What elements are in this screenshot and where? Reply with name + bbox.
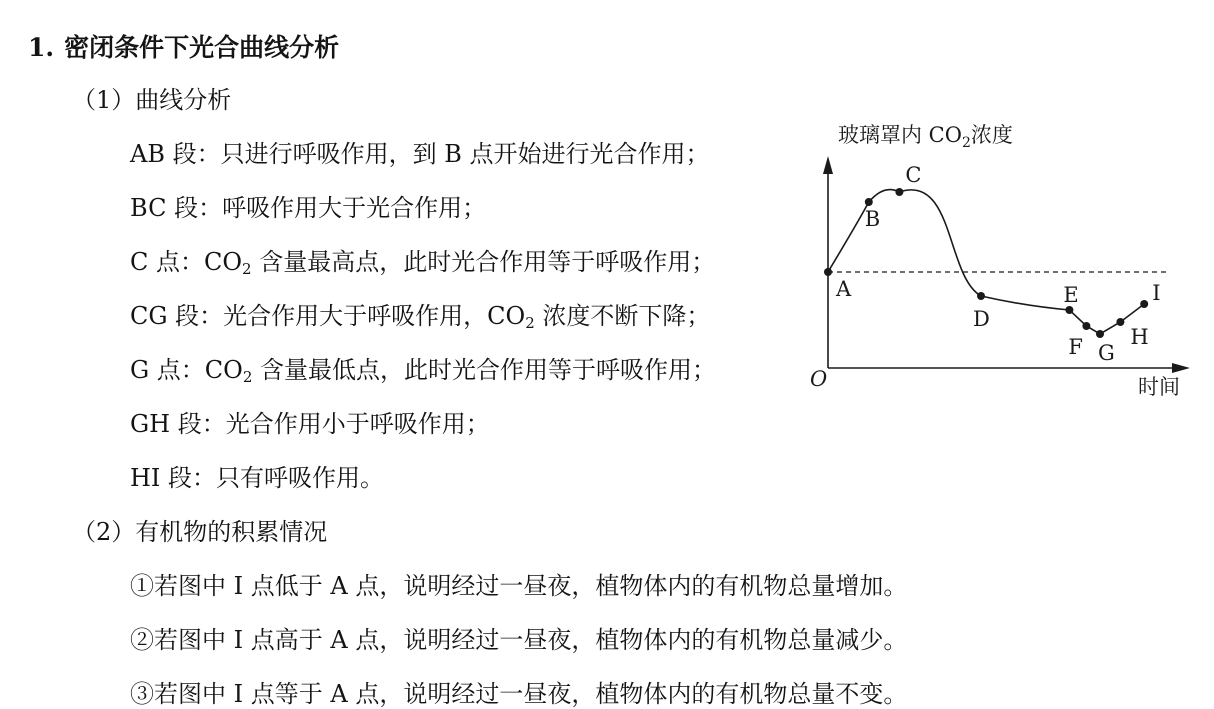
heading-number: 1.: [28, 33, 55, 62]
analysis-item-hi: [130, 458, 384, 493]
item-text: 含量最高点，此时光合作用等于呼吸作用；: [251, 248, 716, 276]
point-c: [895, 188, 903, 196]
point-g: [1096, 330, 1104, 338]
point-i: [1140, 300, 1148, 308]
y-axis-arrow-icon: [823, 156, 833, 174]
accumulation-item-2: ②若图中 I 点高于 A 点，说明经过一昼夜，植物体内的有机物总量减少。: [130, 626, 908, 654]
item-subscript: 2: [525, 314, 535, 332]
analysis-item-bc: [130, 188, 486, 223]
point-label-a: A: [836, 277, 852, 301]
analysis-item-cg: [130, 296, 710, 331]
accumulation-item-1: ①若图中 I 点低于 A 点，说明经过一昼夜，植物体内的有机物总量增加。: [130, 572, 908, 600]
item-text: HI 段：只有呼吸作用。: [130, 464, 385, 492]
x-axis-title: 时间: [1138, 375, 1180, 399]
heading: [28, 28, 339, 64]
item-text: C 点：CO: [130, 248, 243, 276]
item-text: AB 段：只进行呼吸作用，到 B 点开始进行光合作用；: [130, 140, 710, 168]
heading-title: 密闭条件下光合曲线分析: [64, 33, 340, 62]
analysis-item-gh: [130, 404, 490, 439]
point-label-g: G: [1098, 341, 1115, 365]
co2-curve-chart: [808, 118, 1198, 408]
analysis-item-ab: [130, 134, 710, 169]
point-label-i: I: [1152, 281, 1161, 305]
point-h: [1116, 318, 1124, 326]
item-subscript: 2: [242, 260, 252, 278]
point-d: [977, 292, 985, 300]
item-subscript: 2: [242, 368, 253, 386]
section1-title: （1）曲线分析: [72, 86, 232, 114]
item-text: BC 段：呼吸作用大于光合作用；: [130, 194, 487, 222]
section2-title: （2）有机物的积累情况: [72, 518, 328, 546]
point-a: [824, 268, 832, 276]
accumulation-item-3: ③若图中 I 点等于 A 点，说明经过一昼夜，植物体内的有机物总量不变。: [130, 680, 908, 708]
point-label-f: F: [1068, 335, 1083, 359]
point-label-c: C: [905, 163, 922, 187]
origin-label: O: [810, 367, 828, 391]
item-text: CG 段：光合作用大于呼吸作用，CO: [130, 302, 526, 330]
x-axis-arrow-icon: [1172, 363, 1190, 373]
analysis-item-g: [130, 350, 716, 385]
item-text: G 点：CO: [130, 356, 243, 384]
item-text: 含量最低点，此时光合作用等于呼吸作用；: [252, 356, 717, 384]
y-axis-title: 玻璃罩内 $CO_2$浓度: [838, 123, 1013, 151]
point-label-d: D: [973, 307, 990, 331]
analysis-item-c: [130, 242, 715, 277]
point-e: [1065, 306, 1073, 314]
point-label-h: H: [1130, 325, 1149, 349]
point-f: [1082, 322, 1090, 330]
item-text: GH 段：光合作用小于呼吸作用；: [130, 410, 490, 438]
point-label-b: B: [864, 207, 881, 231]
item-text: 浓度不断下降；: [534, 302, 711, 330]
point-b: [865, 198, 873, 206]
point-label-e: E: [1063, 283, 1079, 307]
